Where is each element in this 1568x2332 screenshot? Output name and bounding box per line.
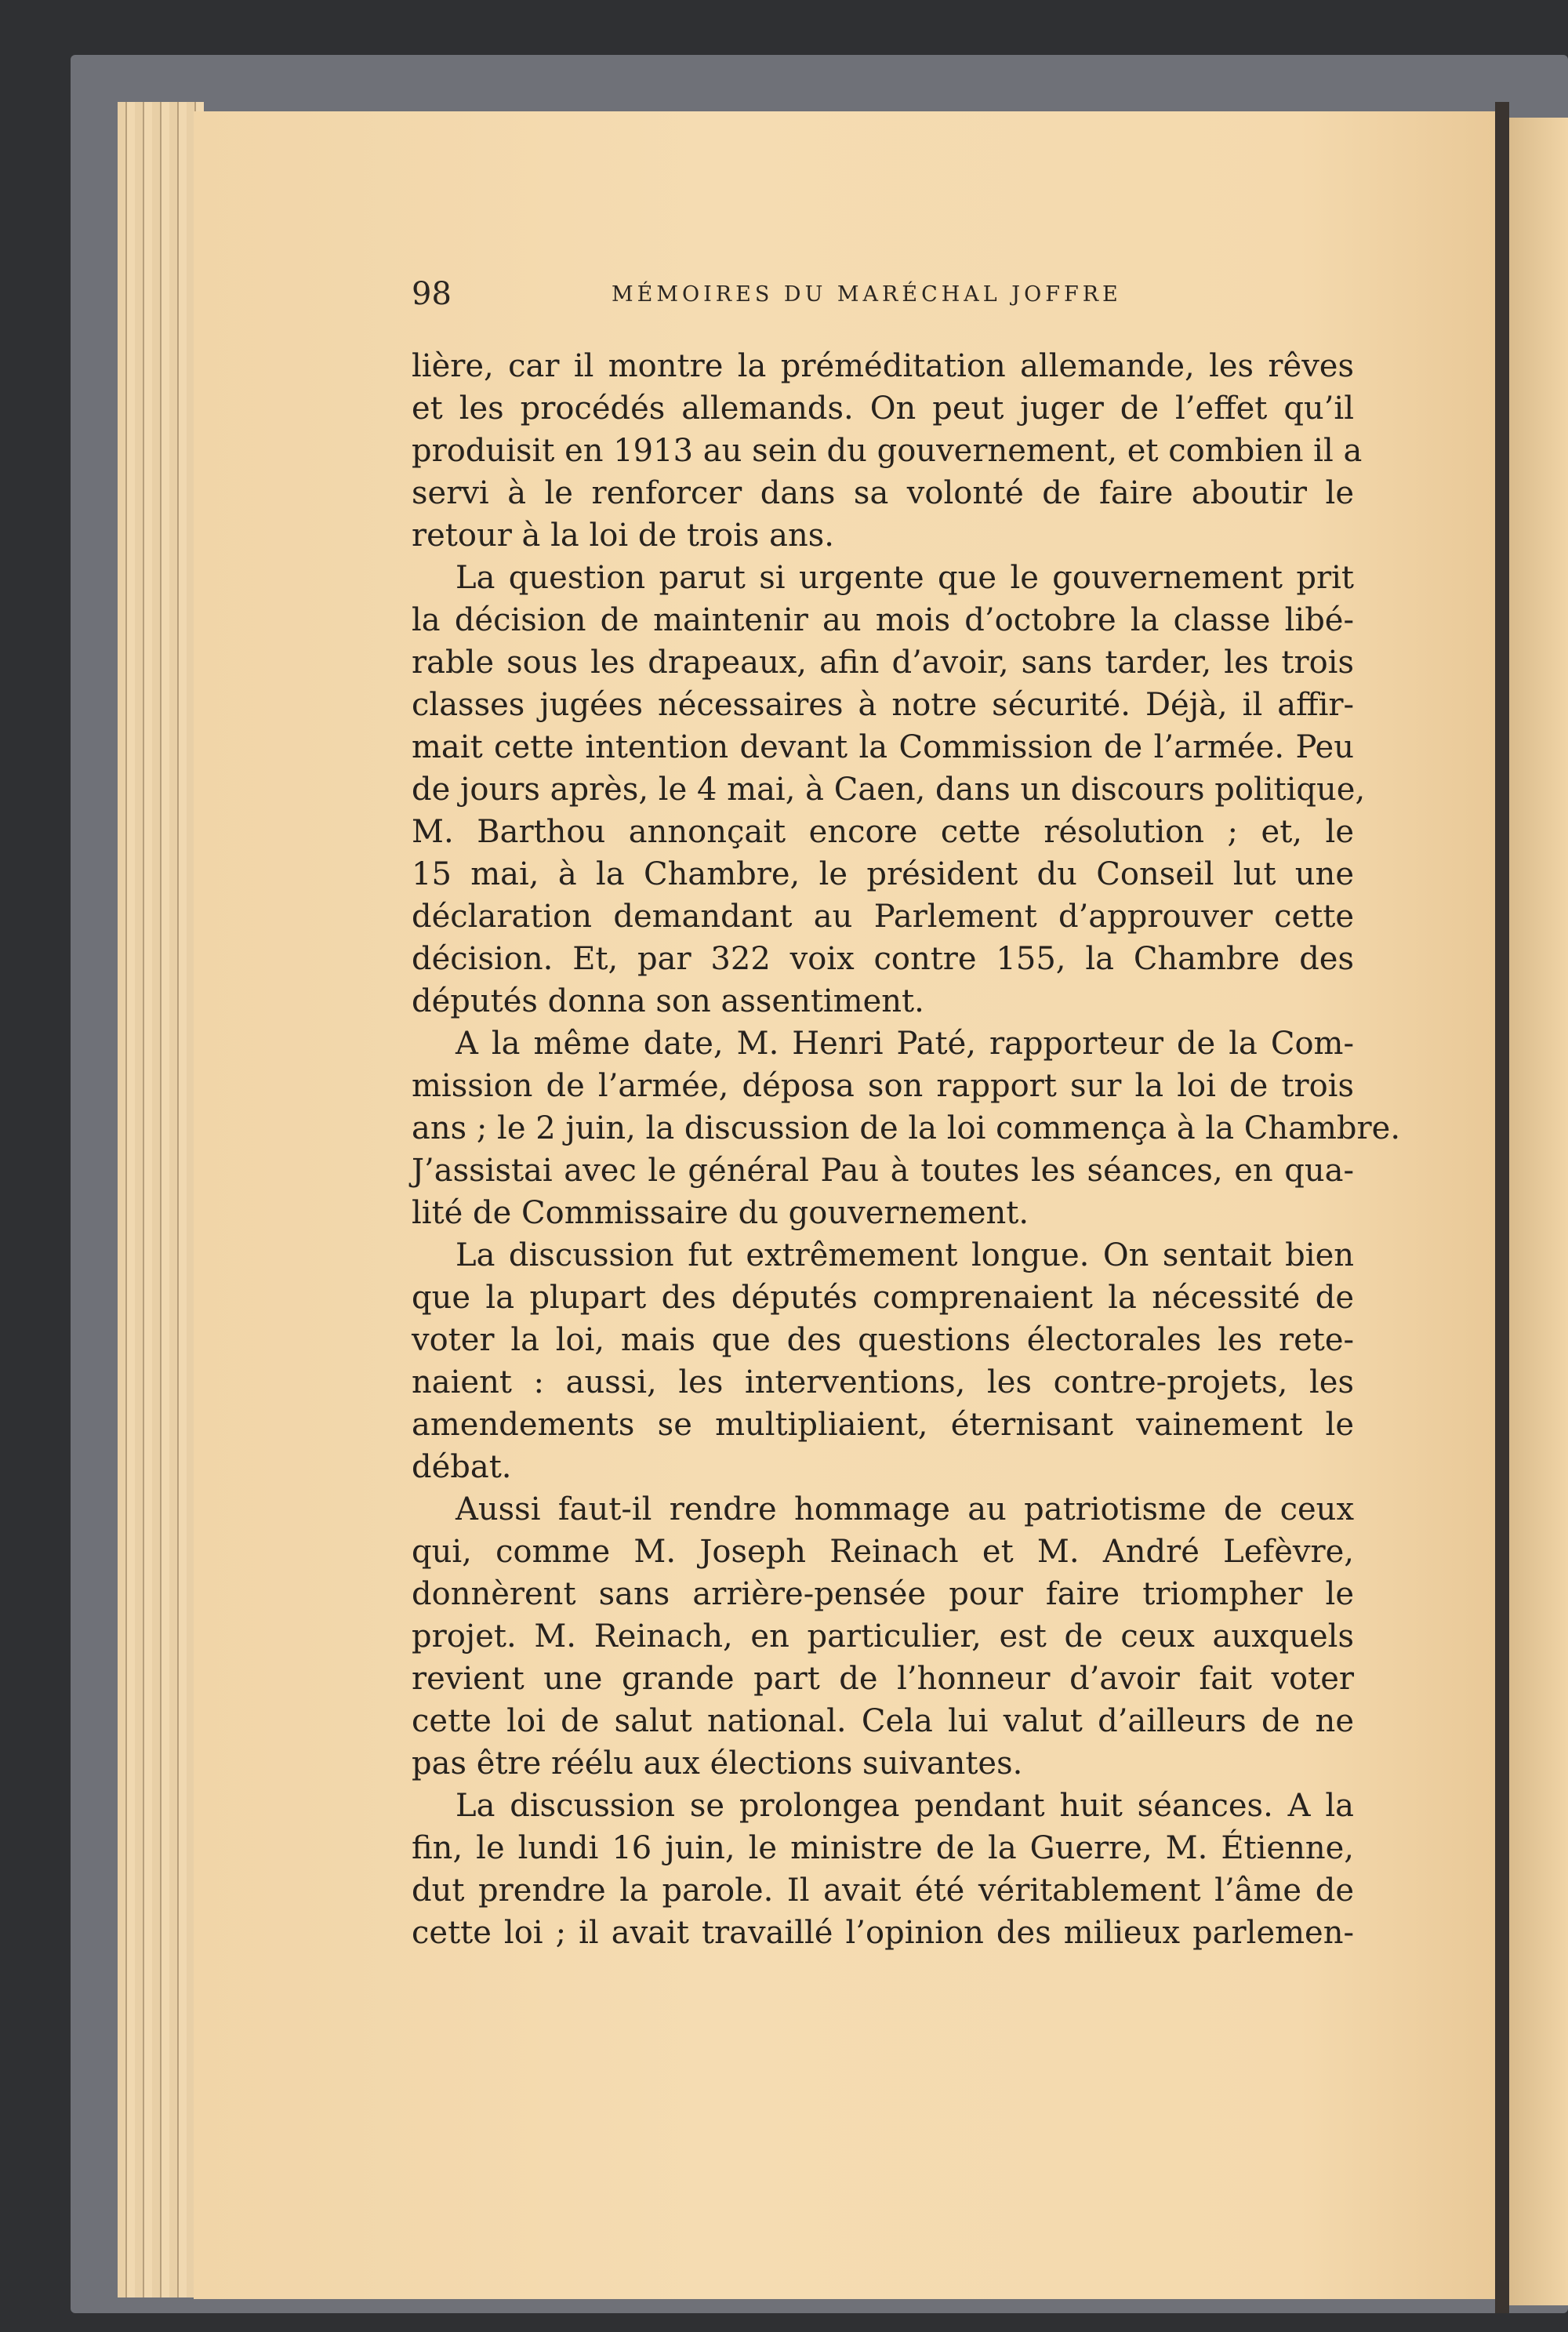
- text-line: débat.: [412, 1449, 512, 1485]
- text-line: servi à le renforcer dans sa volonté de faire aboutir le: [412, 475, 1354, 511]
- text-line: lière, car il montre la préméditation allemande, les rêves: [412, 348, 1354, 384]
- facing-page-edge: [1509, 118, 1568, 2305]
- text-line: classes jugées nécessaires à notre sécurité. Déjà, il affir-: [412, 687, 1354, 723]
- text-line: retour à la loi de trois ans.: [412, 518, 835, 554]
- text-line: lité de Commissaire du gouvernement.: [412, 1195, 1029, 1231]
- text-line: produisit en 1913 au sein du gouvernement, et combien il a: [412, 433, 1363, 469]
- text-line: fin, le lundi 16 juin, le ministre de la Guerre, M. Étienne,: [412, 1830, 1354, 1866]
- text-line: cette loi ; il avait travaillé l’opinion des milieux parlemen-: [412, 1915, 1354, 1951]
- text-line: La question parut si urgente que le gouvernement prit: [456, 560, 1354, 596]
- text-line: naient : aussi, les interventions, les contre-projets, les: [412, 1364, 1354, 1400]
- text-line: La discussion se prolongea pendant huit séances. A la: [456, 1788, 1354, 1824]
- text-line: décision. Et, par 322 voix contre 155, la Chambre des: [412, 941, 1354, 977]
- text-line: amendements se multipliaient, éternisant vainement le: [412, 1407, 1354, 1443]
- text-line: qui, comme M. Joseph Reinach et M. André Lefèvre,: [412, 1534, 1354, 1570]
- text-line: députés donna son assentiment.: [412, 983, 924, 1019]
- text-line: projet. M. Reinach, en particulier, est de ceux auxquels: [412, 1618, 1354, 1655]
- book-gutter: [1495, 102, 1509, 2313]
- text-line: A la même date, M. Henri Paté, rapporteur de la Com-: [456, 1026, 1354, 1062]
- text-line: déclaration demandant au Parlement d’approuver cette: [412, 899, 1354, 935]
- text-line: La discussion fut extrêmement longue. On sentait bien: [456, 1237, 1354, 1273]
- text-line: rable sous les drapeaux, afin d’avoir, sans tarder, les trois: [412, 645, 1354, 681]
- text-line: revient une grande part de l’honneur d’avoir fait voter: [412, 1661, 1354, 1697]
- text-line: que la plupart des députés comprenaient la nécessité de: [412, 1280, 1354, 1316]
- page-number: 98: [412, 276, 452, 312]
- running-title: MÉMOIRES DU MARÉCHAL JOFFRE: [612, 282, 1122, 307]
- text-line: dut prendre la parole. Il avait été véritablement l’âme de: [412, 1873, 1354, 1909]
- text-line: la décision de maintenir au mois d’octobre la classe libé-: [412, 602, 1354, 638]
- text-line: M. Barthou annonçait encore cette résolution ; et, le: [412, 814, 1354, 850]
- text-line: donnèrent sans arrière-pensée pour faire triompher le: [412, 1576, 1354, 1612]
- text-line: mission de l’armée, déposa son rapport sur la loi de trois: [412, 1068, 1354, 1104]
- page-edges: [118, 102, 204, 2297]
- text-line: pas être réélu aux élections suivantes.: [412, 1745, 1023, 1782]
- text-line: J’assistai avec le général Pau à toutes les séances, en qua-: [412, 1153, 1354, 1189]
- text-line: cette loi de salut national. Cela lui valut d’ailleurs de ne: [412, 1703, 1354, 1739]
- text-line: mait cette intention devant la Commission de l’armée. Peu: [412, 729, 1354, 765]
- text-line: 15 mai, à la Chambre, le président du Conseil lut une: [412, 856, 1354, 892]
- text-line: Aussi faut-il rendre hommage au patriotisme de ceux: [456, 1491, 1354, 1527]
- page-body-text: [412, 345, 1401, 1954]
- text-line: et les procédés allemands. On peut juger de l’effet qu’il: [412, 390, 1354, 427]
- text-line: voter la loi, mais que des questions électorales les rete-: [412, 1322, 1354, 1358]
- text-line: de jours après, le 4 mai, à Caen, dans un discours politique,: [412, 772, 1366, 808]
- page-header: [412, 276, 1354, 315]
- text-line: ans ; le 2 juin, la discussion de la loi commença à la Chambre.: [412, 1110, 1401, 1146]
